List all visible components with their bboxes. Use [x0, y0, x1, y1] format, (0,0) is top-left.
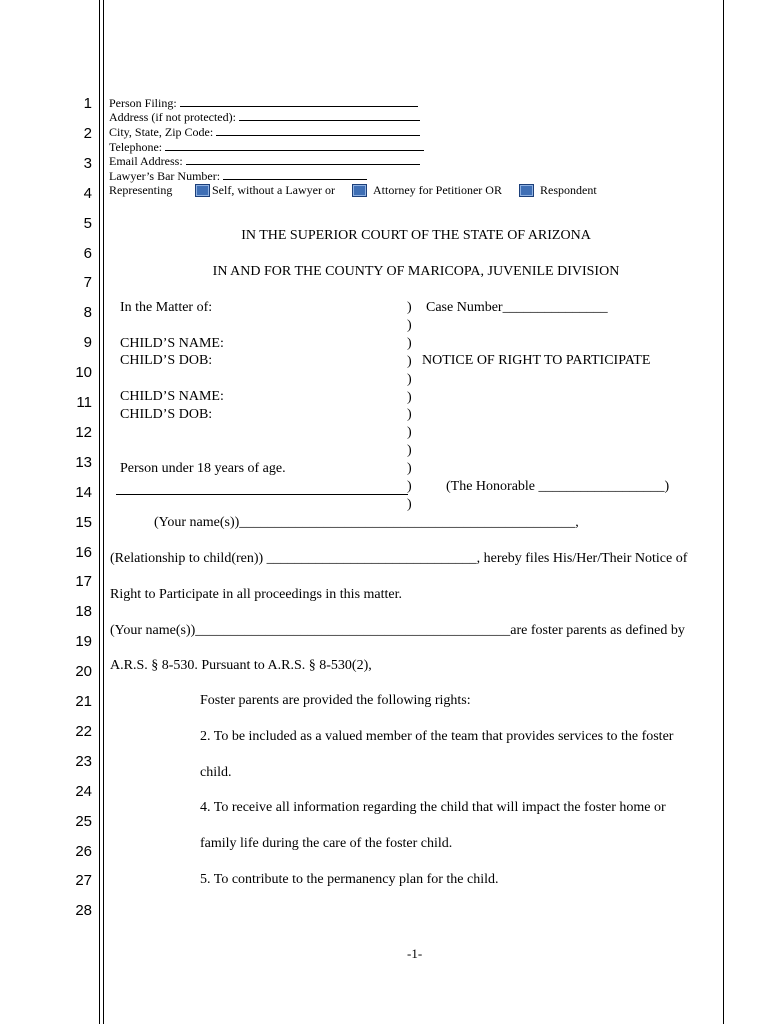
- attorney-checkbox[interactable]: [352, 184, 367, 197]
- right-4-line-b: family life during the care of the foster child.: [200, 836, 453, 851]
- telephone-field[interactable]: [165, 139, 424, 151]
- caption-paren: ): [407, 425, 412, 441]
- line-number: 11: [76, 394, 92, 411]
- matter-label: In the Matter of:: [120, 300, 213, 315]
- caption-paren: ): [407, 461, 412, 477]
- page-number: -1-: [407, 946, 423, 961]
- telephone-row: [109, 139, 424, 154]
- line-number: 6: [83, 244, 92, 262]
- caption-paren: ): [407, 496, 412, 512]
- caption-paren: ): [407, 479, 412, 494]
- city-label: City, State, Zip Code:: [109, 125, 214, 139]
- statute-line: A.R.S. § 8-530. Pursuant to A.R.S. § 8-530(2),: [110, 658, 372, 673]
- line-number: 12: [75, 423, 92, 441]
- child-name-1: CHILD’S NAME:: [120, 336, 224, 351]
- line-number: 18: [75, 603, 92, 621]
- line-number: 5: [83, 214, 92, 232]
- caption-paren: ): [407, 300, 412, 315]
- address-row: [109, 109, 420, 124]
- your-names-line: (Your name(s))________________________________________________,: [154, 515, 579, 530]
- line-number: 1: [83, 95, 92, 112]
- child-name-2: CHILD’S NAME:: [120, 389, 224, 404]
- right-2-line-b: child.: [200, 765, 232, 780]
- margin-line-left-outer: [99, 0, 100, 1024]
- email-row: [109, 153, 420, 168]
- person-filing-label: Person Filing:: [109, 96, 177, 110]
- self-checkbox[interactable]: [195, 184, 210, 197]
- address-field[interactable]: [239, 109, 420, 121]
- caption-underline: [116, 494, 408, 495]
- court-heading: IN THE SUPERIOR COURT OF THE STATE OF ARIZONA: [241, 228, 591, 243]
- rights-intro: Foster parents are provided the following rights:: [200, 693, 471, 708]
- line-number: 4: [83, 184, 92, 202]
- bar-number-row: [109, 168, 367, 183]
- line-number: 2: [83, 124, 92, 142]
- right-2-line-a: 2. To be included as a valued member of the team that provides services to the foster: [200, 729, 674, 744]
- caption-paren: ): [407, 443, 412, 459]
- county-heading: IN AND FOR THE COUNTY OF MARICOPA, JUVENILE DIVISION: [212, 264, 620, 279]
- line-number: 21: [75, 693, 92, 710]
- right-to-participate-line: Right to Participate in all proceedings in this matter.: [110, 587, 402, 602]
- address-label: Address (if not protected):: [109, 110, 236, 124]
- line-number: 27: [75, 872, 92, 890]
- representing-label: Representing: [109, 183, 173, 197]
- line-number: 28: [75, 902, 92, 920]
- right-4-line-a: 4. To receive all information regarding the child that will impact the foster home or: [200, 800, 666, 815]
- city-row: [109, 124, 420, 139]
- telephone-label: Telephone:: [109, 140, 163, 154]
- caption-paren: ): [407, 317, 412, 333]
- line-number: 25: [75, 812, 92, 830]
- attorney-option-label: Attorney for Petitioner OR: [373, 183, 502, 197]
- right-5-line: 5. To contribute to the permanency plan for the child.: [200, 872, 499, 887]
- line-number: 13: [75, 453, 92, 471]
- email-label: Email Address:: [109, 154, 183, 168]
- caption-paren: ): [407, 407, 412, 423]
- email-field[interactable]: [186, 153, 420, 165]
- bar-number-label: Lawyer’s Bar Number:: [109, 169, 221, 183]
- line-number: 23: [75, 752, 92, 770]
- caption-paren: ): [407, 335, 412, 351]
- person-under-18: Person under 18 years of age.: [120, 461, 286, 476]
- self-option-label: Self, without a Lawyer or: [212, 183, 335, 197]
- child-dob-2: CHILD’S DOB:: [120, 407, 213, 422]
- respondent-option-label: Respondent: [540, 183, 597, 197]
- line-number: 19: [75, 633, 92, 651]
- notice-title: NOTICE OF RIGHT TO PARTICIPATE: [422, 353, 651, 368]
- caption-paren: ): [407, 371, 412, 387]
- caption-paren: ): [407, 389, 412, 405]
- respondent-checkbox[interactable]: [519, 184, 534, 197]
- foster-names-line: (Your name(s))_____________________________________________are foster parents as defined by: [110, 623, 685, 638]
- city-field[interactable]: [216, 124, 420, 136]
- line-number: 10: [75, 364, 92, 382]
- line-number: 16: [75, 543, 92, 561]
- margin-line-left-inner: [103, 0, 104, 1024]
- case-number: Case Number_______________: [426, 300, 608, 315]
- line-number: 26: [75, 842, 92, 860]
- line-number: 24: [75, 782, 92, 800]
- line-number: 3: [83, 154, 92, 172]
- relationship-line: (Relationship to child(ren)) ______________________________, hereby files His/Her/Their Notice of: [110, 551, 688, 566]
- line-number: 22: [75, 722, 92, 740]
- bar-number-field[interactable]: [223, 168, 367, 180]
- child-dob-1: CHILD’S DOB:: [120, 353, 213, 368]
- line-number: 15: [75, 513, 92, 531]
- line-number: 17: [75, 573, 92, 591]
- caption-paren: ): [407, 353, 412, 369]
- person-filing-field[interactable]: [180, 95, 418, 107]
- line-number: 7: [83, 274, 92, 292]
- honorable-line: (The Honorable __________________): [446, 479, 670, 494]
- line-number: 9: [83, 334, 92, 352]
- line-number: 8: [83, 304, 92, 322]
- person-filing-row: [109, 95, 418, 110]
- margin-line-right: [723, 0, 724, 1024]
- line-number: 14: [75, 483, 92, 501]
- line-number: 20: [75, 663, 92, 681]
